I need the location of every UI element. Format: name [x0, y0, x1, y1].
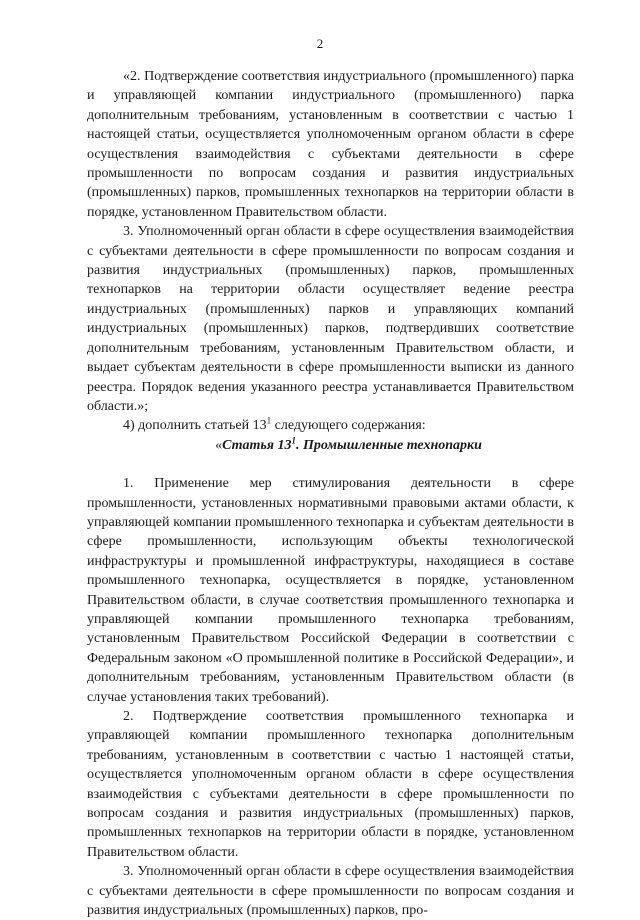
article-paragraph-3: 3. Уполномоченный орган области в сфере осуществления взаимодействия с субъектами деятельности в сфере промышленности по вопросам создания и развития индустриальных (промышленных) парков, про-	[87, 864, 574, 919]
document-body	[87, 67, 574, 920]
paragraph-part3: 3. Уполномоченный орган области в сфере осуществления взаимодействия с субъектами деятельности в сфере промышленности по вопросам создания и развития индустриальных (промышленных) парков, промышленных технопарков на территории области осуществляет ведение реестра индустриальных (промышленных) парков и управляющих компаний индустриальных (промышленных) парков, подтвердивших соответствие дополнительным требованиям, установленным Правительством области, и выдает субъектам деятельности в сфере промышленности выписки из данного реестра. Порядок ведения указанного реестра устанавливается Правительством области.»;	[87, 224, 574, 414]
article-title-superscript: 1	[291, 435, 297, 446]
article-title-text: Статья 13	[222, 437, 292, 453]
article-title-tail: . Промышленные технопарки	[296, 437, 482, 453]
amendment-text-tail: следующего содержания:	[271, 418, 426, 434]
amendment-text: 4) дополнить статьей 13	[123, 418, 267, 434]
blank-line	[87, 455, 574, 474]
amendment-superscript: 1	[266, 415, 272, 426]
page-number: 2	[316, 36, 324, 51]
article-paragraph-1: 1. Применение мер стимулирования деятельности в сфере промышленности, установленных нормативными правовыми актами области, к управляющей компании промышленного технопарка и субъектам деятельности в сфере промышленности, использующим объекты технологической инфраструктуры и промышленной инфраструктуры, находящиеся в составе промышленного технопарка, осуществляется в порядке, установленном Правительством области, в случае соответствия промышленного технопарка и управляющей компании промышленного технопарка требованиям, установленным Правительством Российской Федерации в соответствии с Федеральным законом «О промышленной политике в Российской Федерации», и дополнительным требованиям, установленным Правительством области (в случае установления таких требований).	[87, 476, 574, 705]
paragraph-part2: «2. Подтверждение соответствия индустриального (промышленного) парка и управляющей компании индустриального (промышленного) парка дополнительным требованиям, установленным в соответствии с частью 1 настоящей статьи, осуществляется уполномоченным органом области в сфере осуществления взаимодействия с субъектами деятельности в сфере промышленности по вопросам создания и развития индустриальных (промышленных) парков, промышленных технопарков на территории области в порядке, установленном Правительством области.	[87, 69, 574, 220]
article-paragraph-2: 2. Подтверждение соответствия промышленного технопарка и управляющей компании промышленного технопарка дополнительным требованиям, установленным в соответствии с частью 1 настоящей статьи, осуществляется уполномоченным органом области в сфере осуществления взаимодействия с субъектами деятельности в сфере промышленности по вопросам создания и развития индустриальных (промышленных) парков, промышленных технопарков на территории области в порядке, установленном Правительством области.	[87, 709, 574, 860]
article-title	[87, 436, 574, 455]
article-open-quote: «	[215, 437, 223, 453]
amendment-item-4	[87, 416, 574, 435]
